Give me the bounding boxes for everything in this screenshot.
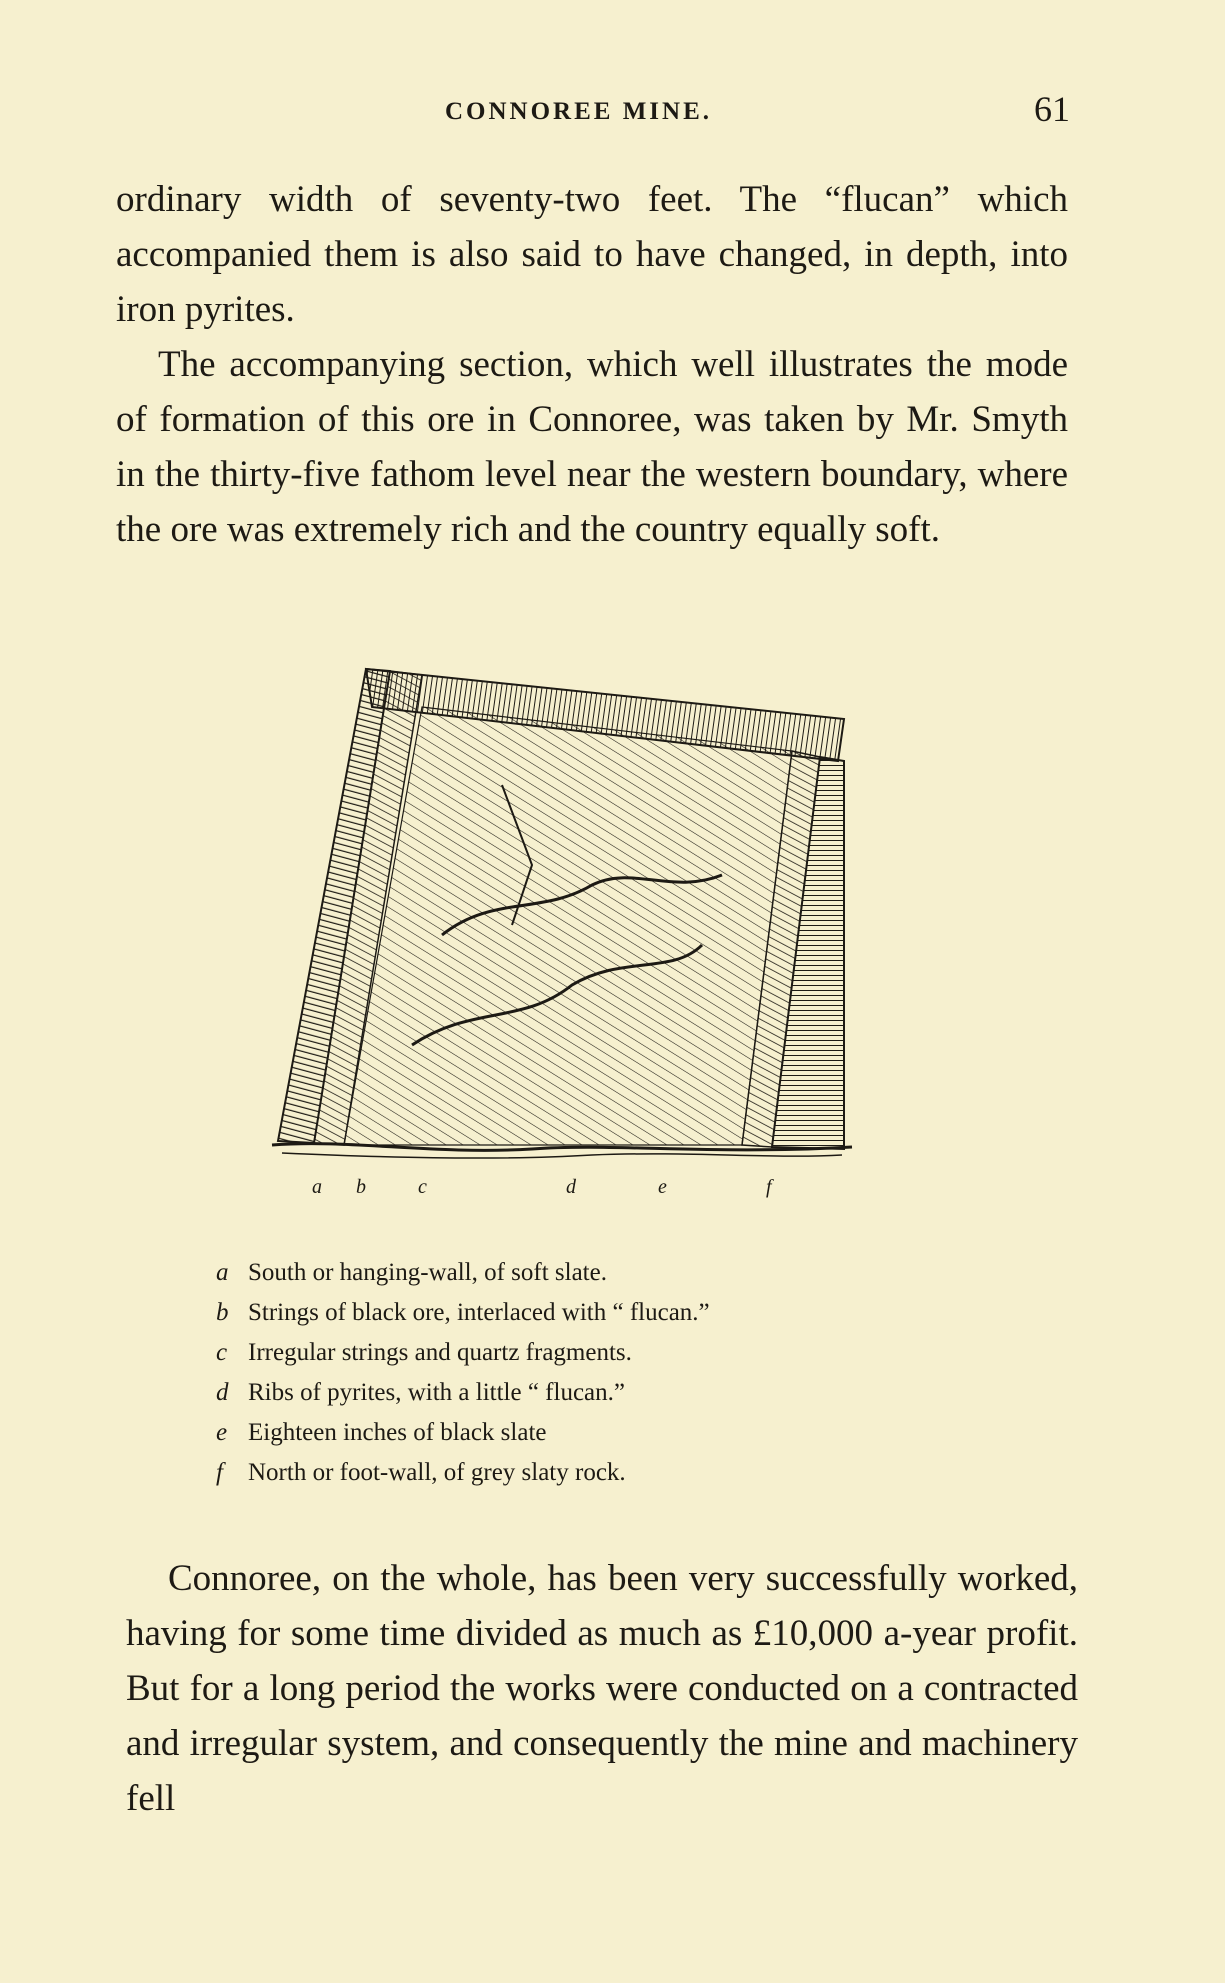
figure-legend: [216, 1253, 916, 1493]
legend-item: [216, 1293, 916, 1333]
legend-item: [216, 1333, 916, 1373]
page-number: 61: [1034, 89, 1070, 129]
figure-letter-e: e: [658, 1176, 667, 1198]
figure-letter-d: d: [566, 1176, 576, 1198]
legend-letter: a: [216, 1259, 229, 1286]
legend-text: North or foot-wall, of grey slaty rock.: [248, 1459, 626, 1486]
pyrites-zone: [344, 707, 792, 1145]
legend-letter: e: [216, 1419, 228, 1446]
legend-item: [216, 1453, 916, 1493]
lode-section-figure: [272, 665, 852, 1198]
legend-item: [216, 1413, 916, 1453]
lode-section-engraving: [272, 665, 852, 1198]
legend-letter: c: [216, 1339, 228, 1366]
legend-text: South or hanging-wall, of soft slate.: [248, 1259, 607, 1286]
page-header: [112, 89, 1070, 136]
legend-text: Ribs of pyrites, with a little “ flucan.”: [248, 1379, 625, 1406]
paragraph-3: Connoree, on the whole, has been very successfully worked, having for some time divided as much as £10,000 a-year profit. But for a long period the works were conducted on a contracted and irregular system, and consequently the mine and machinery fell: [126, 1558, 1078, 1819]
figure-letter-a: a: [312, 1176, 322, 1198]
figure-letter-f: f: [766, 1176, 772, 1198]
figure-letter-c: c: [418, 1176, 427, 1198]
legend-letter: d: [216, 1379, 229, 1406]
legend-item: [216, 1373, 916, 1413]
legend-item: [216, 1253, 916, 1293]
legend-text: Irregular strings and quartz fragments.: [248, 1339, 632, 1366]
legend-letter: f: [216, 1459, 223, 1486]
legend-text: Strings of black ore, interlaced with “ flucan.”: [248, 1299, 710, 1326]
running-title: CONNOREE MINE.: [445, 98, 713, 125]
legend-text: Eighteen inches of black slate: [248, 1419, 547, 1446]
figure-letter-b: b: [356, 1176, 366, 1198]
paragraph-1: ordinary width of seventy-two feet. The “flucan” which accompanied them is also said to have changed, in depth, into iron pyrites.: [116, 179, 1068, 330]
paragraph-2: The accompanying section, which well illustrates the mode of formation of this ore in Connoree, was taken by Mr. Smyth in the thirty-five fathom level near the western boundary, where the ore was extremely rich and the country equally soft.: [116, 344, 1068, 550]
legend-letter: b: [216, 1299, 229, 1326]
